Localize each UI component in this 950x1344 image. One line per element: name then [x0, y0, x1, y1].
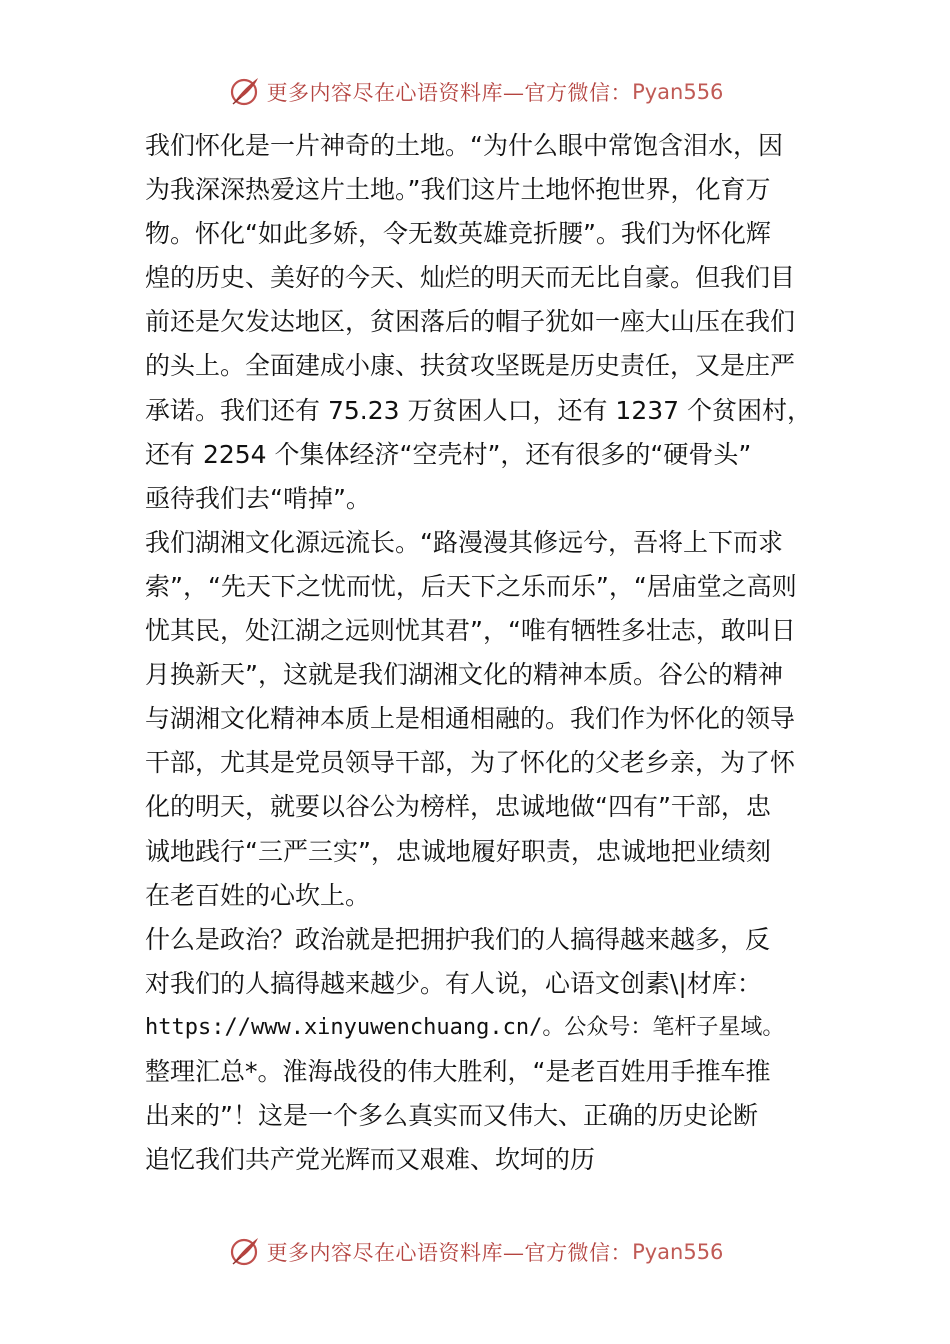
text-line: 在老百姓的心坎上。	[145, 880, 371, 910]
document-body	[145, 124, 845, 1182]
text-line: 诚地践行“三严三实”，忠诚地履好职责，忠诚地把业绩刻	[145, 836, 771, 866]
text-line: 亟待我们去“啃掉”。	[145, 483, 371, 513]
text-line: 追忆我们共产党光辉而又艰难、坎坷的历	[145, 1145, 596, 1175]
text-line: 索”，“先天下之忧而忧，后天下之乐而乐”，“居庙堂之高则	[145, 571, 797, 601]
url-line: https://www.xinyuwenchuang.cn/。公众号：笔杆子星域。	[145, 1014, 785, 1040]
text-line: 承诺。我们还有 75.23 万贫困人口，还有 1237 个贫困村，	[145, 395, 812, 425]
text-line: 的头上。全面建成小康、扶贫攻坚既是历史责任，又是庄严	[145, 351, 796, 381]
text-line: 对我们的人搞得越来越少。有人说，心语文创素\|材库：	[145, 968, 762, 998]
text-line: 还有 2254 个集体经济“空壳村”，还有很多的“硬骨头”	[145, 439, 752, 469]
quill-pen-circle-icon	[227, 75, 261, 109]
text-line: 我们怀化是一片神奇的土地。“为什么眼中常饱含泪水，因	[145, 131, 783, 160]
header-banner-text: 更多内容尽在心语资料库—官方微信：	[266, 81, 633, 105]
text-line: 我们湖湘文化源远流长。“路漫漫其修远兮，吾将上下而求	[145, 527, 783, 557]
header-banner	[0, 70, 950, 114]
text-line: 煌的历史、美好的今天、灿烂的明天而无比自豪。但我们目	[145, 263, 796, 293]
text-line: 干部，尤其是党员领导干部，为了怀化的父老乡亲，为了怀	[145, 748, 796, 778]
text-line: 前还是欠发达地区，贫困落后的帽子犹如一座大山压在我们	[145, 307, 796, 337]
text-line: 化的明天，就要以谷公为榜样，忠诚地做“四有”干部，忠	[145, 792, 771, 822]
text-line: 物。怀化“如此多娇，令无数英雄竞折腰”。我们为怀化辉	[145, 219, 771, 249]
footer-banner-text: 更多内容尽在心语资料库—官方微信：	[266, 1241, 633, 1265]
text-line: 整理汇总*。淮海战役的伟大胜利，“是老百姓用手推车推	[145, 1056, 771, 1086]
text-line: 与湖湘文化精神本质上是相通相融的。我们作为怀化的领导	[145, 704, 796, 734]
footer-banner	[0, 1230, 950, 1274]
header-banner-wechat-id: Pyan556	[632, 80, 724, 104]
footer-banner-wechat-id: Pyan556	[632, 1240, 724, 1264]
text-line: 什么是政治？政治就是把拥护我们的人搞得越来越多，反	[145, 924, 771, 954]
quill-pen-circle-icon	[227, 1235, 261, 1269]
text-line: 忧其民，处江湖之远则忧其君”，“唯有牺牲多壮志，敢叫日	[145, 616, 796, 646]
text-line: 为我深深热爱这片土地。”我们这片土地怀抱世界，化育万	[145, 175, 771, 205]
text-line: 月换新天”，这就是我们湖湘文化的精神本质。谷公的精神	[145, 660, 783, 690]
text-line: 出来的”！这是一个多么真实而又伟大、正确的历史论断	[145, 1101, 758, 1131]
